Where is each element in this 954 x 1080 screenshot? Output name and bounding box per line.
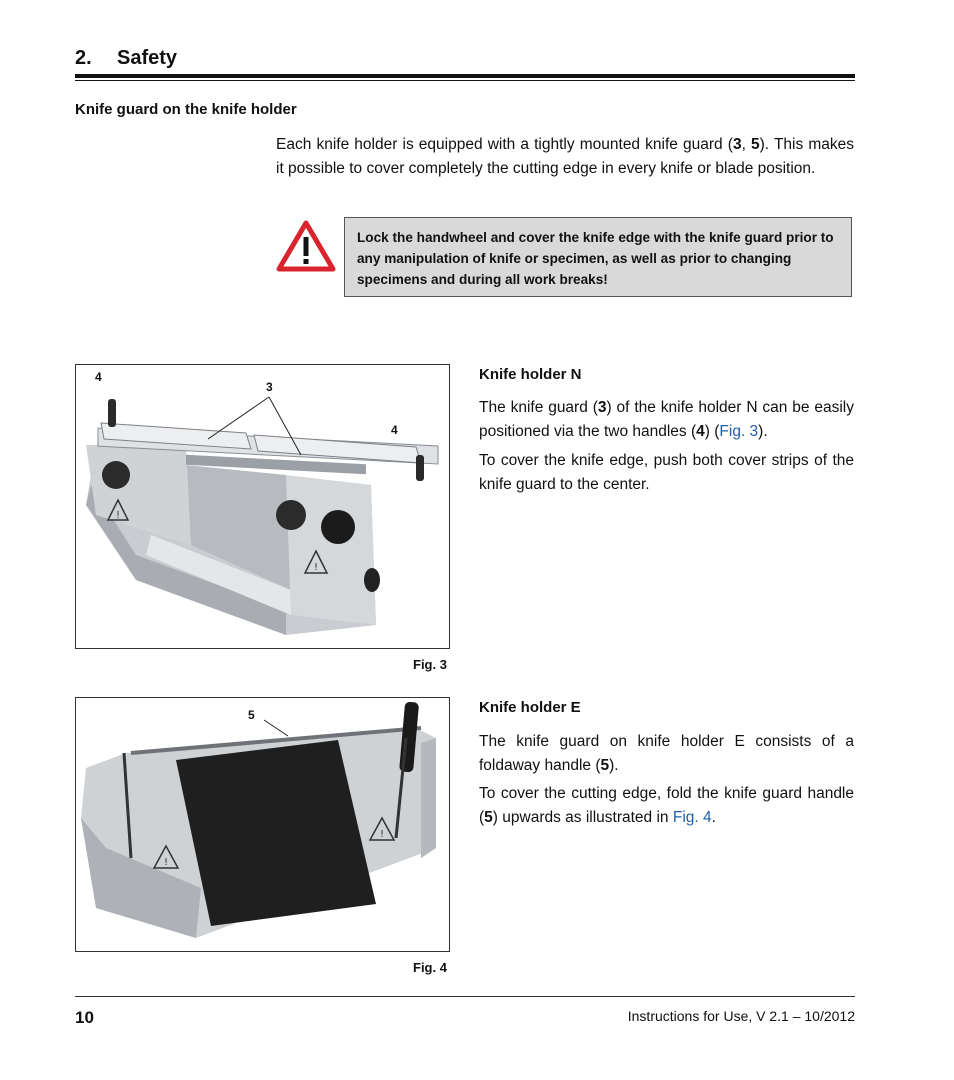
- subsection-heading: Knife guard on the knife holder: [75, 101, 297, 118]
- svg-text:!: !: [163, 857, 169, 868]
- page-number: 10: [75, 1008, 94, 1027]
- callout-4-right: 4: [391, 423, 398, 437]
- svg-text:!: !: [115, 510, 121, 521]
- warning-box: [344, 217, 852, 297]
- footer-rule: [75, 996, 855, 997]
- svg-text:!: !: [379, 829, 385, 840]
- svg-text:!: !: [313, 562, 319, 573]
- holder-e-paragraph-2: To cover the cutting edge, fold the knife guard handle (5) upwards as illustrated in Fig. 4.: [479, 785, 854, 826]
- fig-4-link[interactable]: Fig. 4: [672, 808, 712, 826]
- holder-e-paragraph-1: The knife guard on knife holder E consists of a foldaway handle (5).: [479, 733, 854, 774]
- intro-paragraph: Each knife holder is equipped with a tightly mounted knife guard (3, 5). This makes it possible to cover completely the cutting edge in every knife or blade position.: [276, 136, 854, 177]
- figure-3-caption: Fig. 3: [413, 657, 447, 672]
- header-rule-thick: [75, 74, 855, 78]
- callout-4-left: 4: [95, 370, 102, 384]
- header-rule-thin: [75, 80, 855, 81]
- holder-e-heading: Knife holder E: [479, 699, 581, 716]
- holder-n-heading: Knife holder N: [479, 366, 582, 383]
- callout-5: 5: [248, 708, 255, 722]
- holder-n-paragraph-2: To cover the knife edge, push both cover strips of the knife guard to the center.: [479, 452, 854, 493]
- section-number: 2.: [75, 47, 92, 69]
- figure-3-frame: [75, 364, 450, 649]
- warning-triangle-icon: [276, 220, 336, 272]
- knife-holder-e-illustration: [76, 698, 449, 951]
- footer-doc-info: Instructions for Use, V 2.1 – 10/2012: [627, 1008, 855, 1024]
- holder-n-paragraph-1: The knife guard (3) of the knife holder N can be easily positioned via the two handles (4) (Fig. 3).: [479, 399, 854, 440]
- warning-text: Lock the handwheel and cover the knife edge with the knife guard prior to any manipulation of knife or specimen, as well as prior to changing specimens and during all work breaks!: [357, 230, 834, 287]
- figure-4-frame: [75, 697, 450, 952]
- figure-4-caption: Fig. 4: [413, 960, 447, 975]
- knife-holder-n-illustration: [76, 365, 449, 648]
- callout-3: 3: [266, 380, 273, 394]
- section-title: Safety: [117, 47, 178, 69]
- fig-3-link[interactable]: Fig. 3: [719, 422, 759, 440]
